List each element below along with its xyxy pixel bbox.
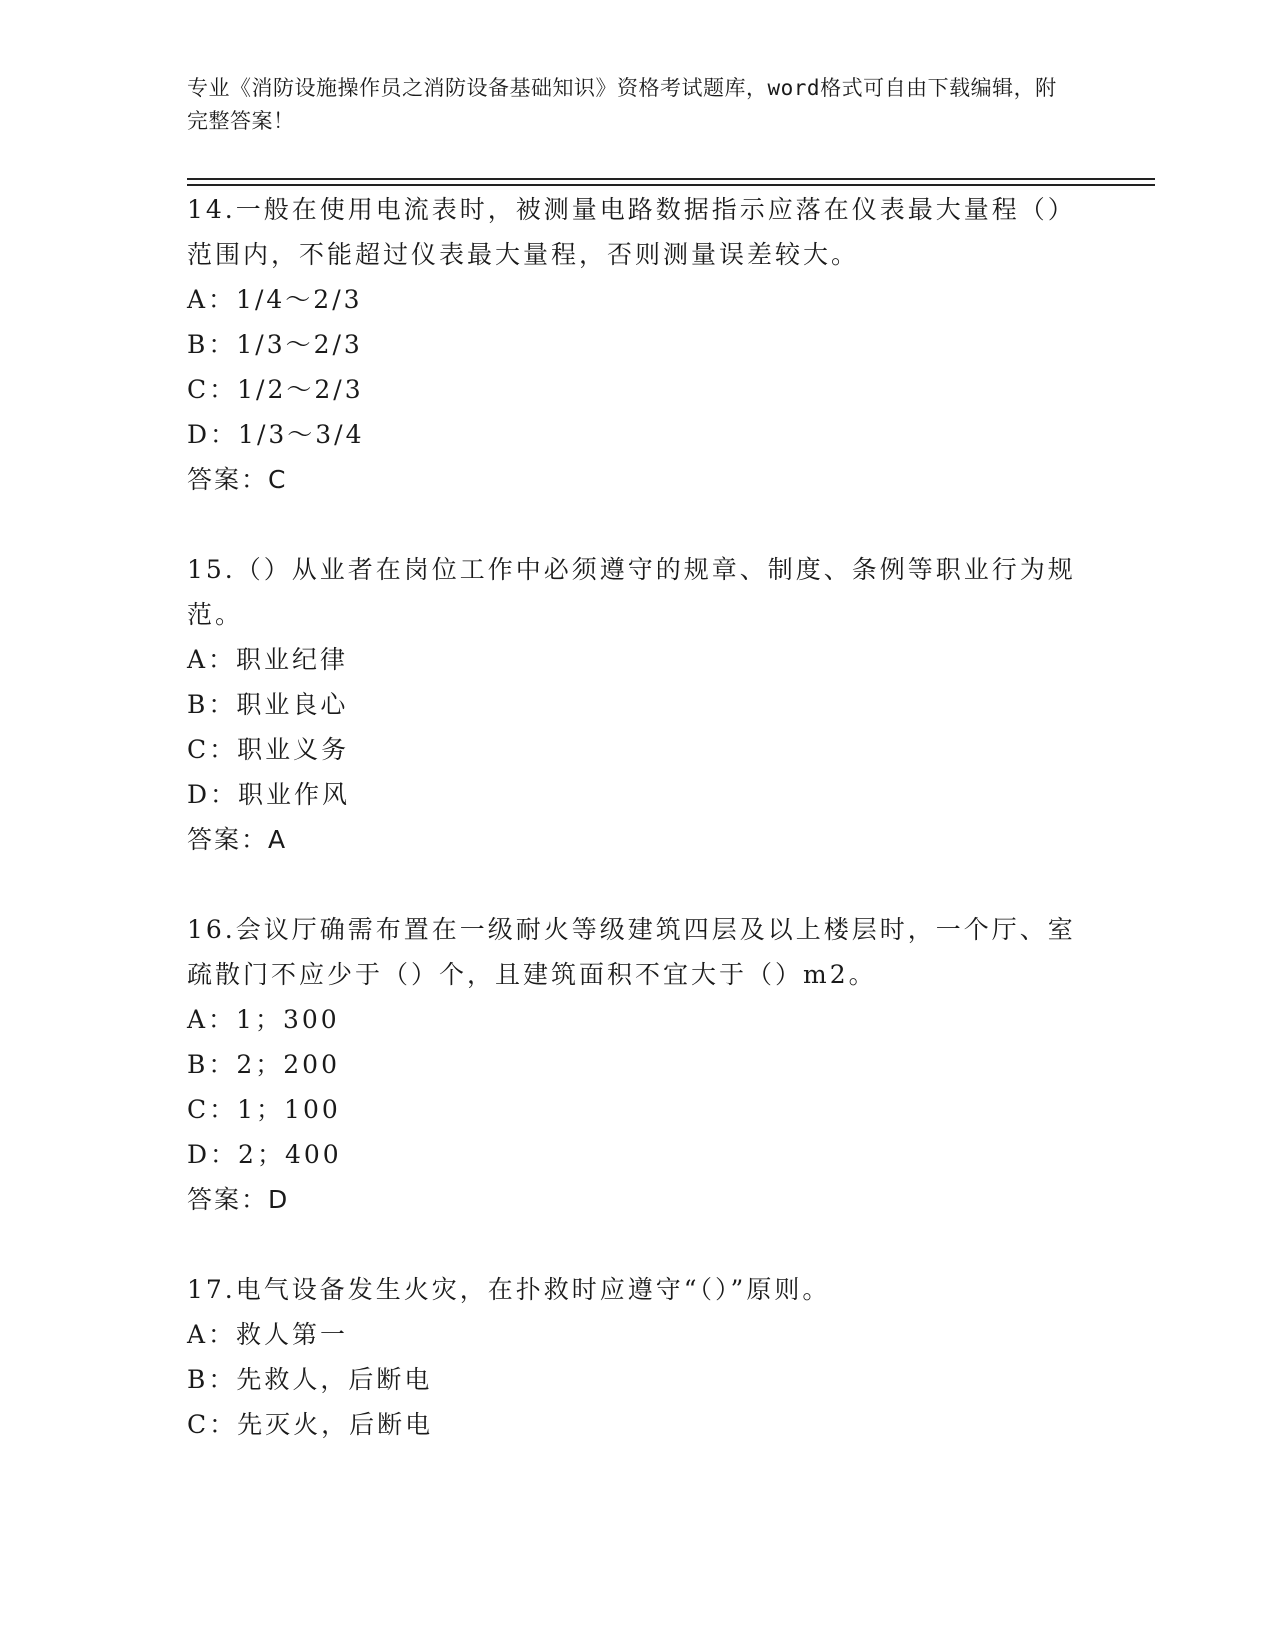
answer: 答案：D: [187, 1185, 290, 1214]
question-list: [187, 187, 1087, 1492]
option-c: C：1；100: [187, 1095, 341, 1124]
question-16: [187, 907, 1087, 1222]
option-b: B：2；200: [187, 1050, 340, 1079]
option-a: A：救人第一: [187, 1320, 349, 1349]
header-rule-bottom: [187, 184, 1155, 186]
answer: 答案：C: [187, 465, 288, 494]
option-a: A：1/4～2/3: [187, 285, 363, 314]
header-rule-top: [187, 178, 1155, 180]
question-stem: 17.电气设备发生火灾，在扑救时应遵守“（）”原则。: [187, 1275, 831, 1304]
question-15: [187, 547, 1087, 862]
option-c: C：1/2～2/3: [187, 375, 364, 404]
question-17: [187, 1267, 1087, 1447]
option-c: C：职业义务: [187, 735, 350, 764]
question-stem: 16.会议厅确需布置在一级耐火等级建筑四层及以上楼层时，一个厅、室疏散门不应少于（）个，且建筑面积不宜大于（）m2。: [187, 915, 1076, 989]
option-d: D：2；400: [187, 1140, 342, 1169]
option-c: C：先灭火，后断电: [187, 1410, 434, 1439]
option-d: D：1/3～3/4: [187, 420, 365, 449]
option-b: B：1/3～2/3: [187, 330, 363, 359]
question-stem: 15.（）从业者在岗位工作中必须遵守的规章、制度、条例等职业行为规范。: [187, 555, 1076, 629]
question-14: [187, 187, 1087, 502]
document-header: 专业《消防设施操作员之消防设备基础知识》资格考试题库，word格式可自由下载编辑，附完整答案！: [187, 76, 1057, 133]
answer: 答案：A: [187, 825, 288, 854]
question-stem: 14.一般在使用电流表时，被测量电路数据指示应落在仪表最大量程（）范围内，不能超过仪表最大量程，否则测量误差较大。: [187, 195, 1076, 269]
option-b: B：先救人，后断电: [187, 1365, 433, 1394]
option-a: A：职业纪律: [187, 645, 349, 674]
option-d: D：职业作风: [187, 780, 351, 809]
option-b: B：职业良心: [187, 690, 349, 719]
option-a: A：1；300: [187, 1005, 340, 1034]
